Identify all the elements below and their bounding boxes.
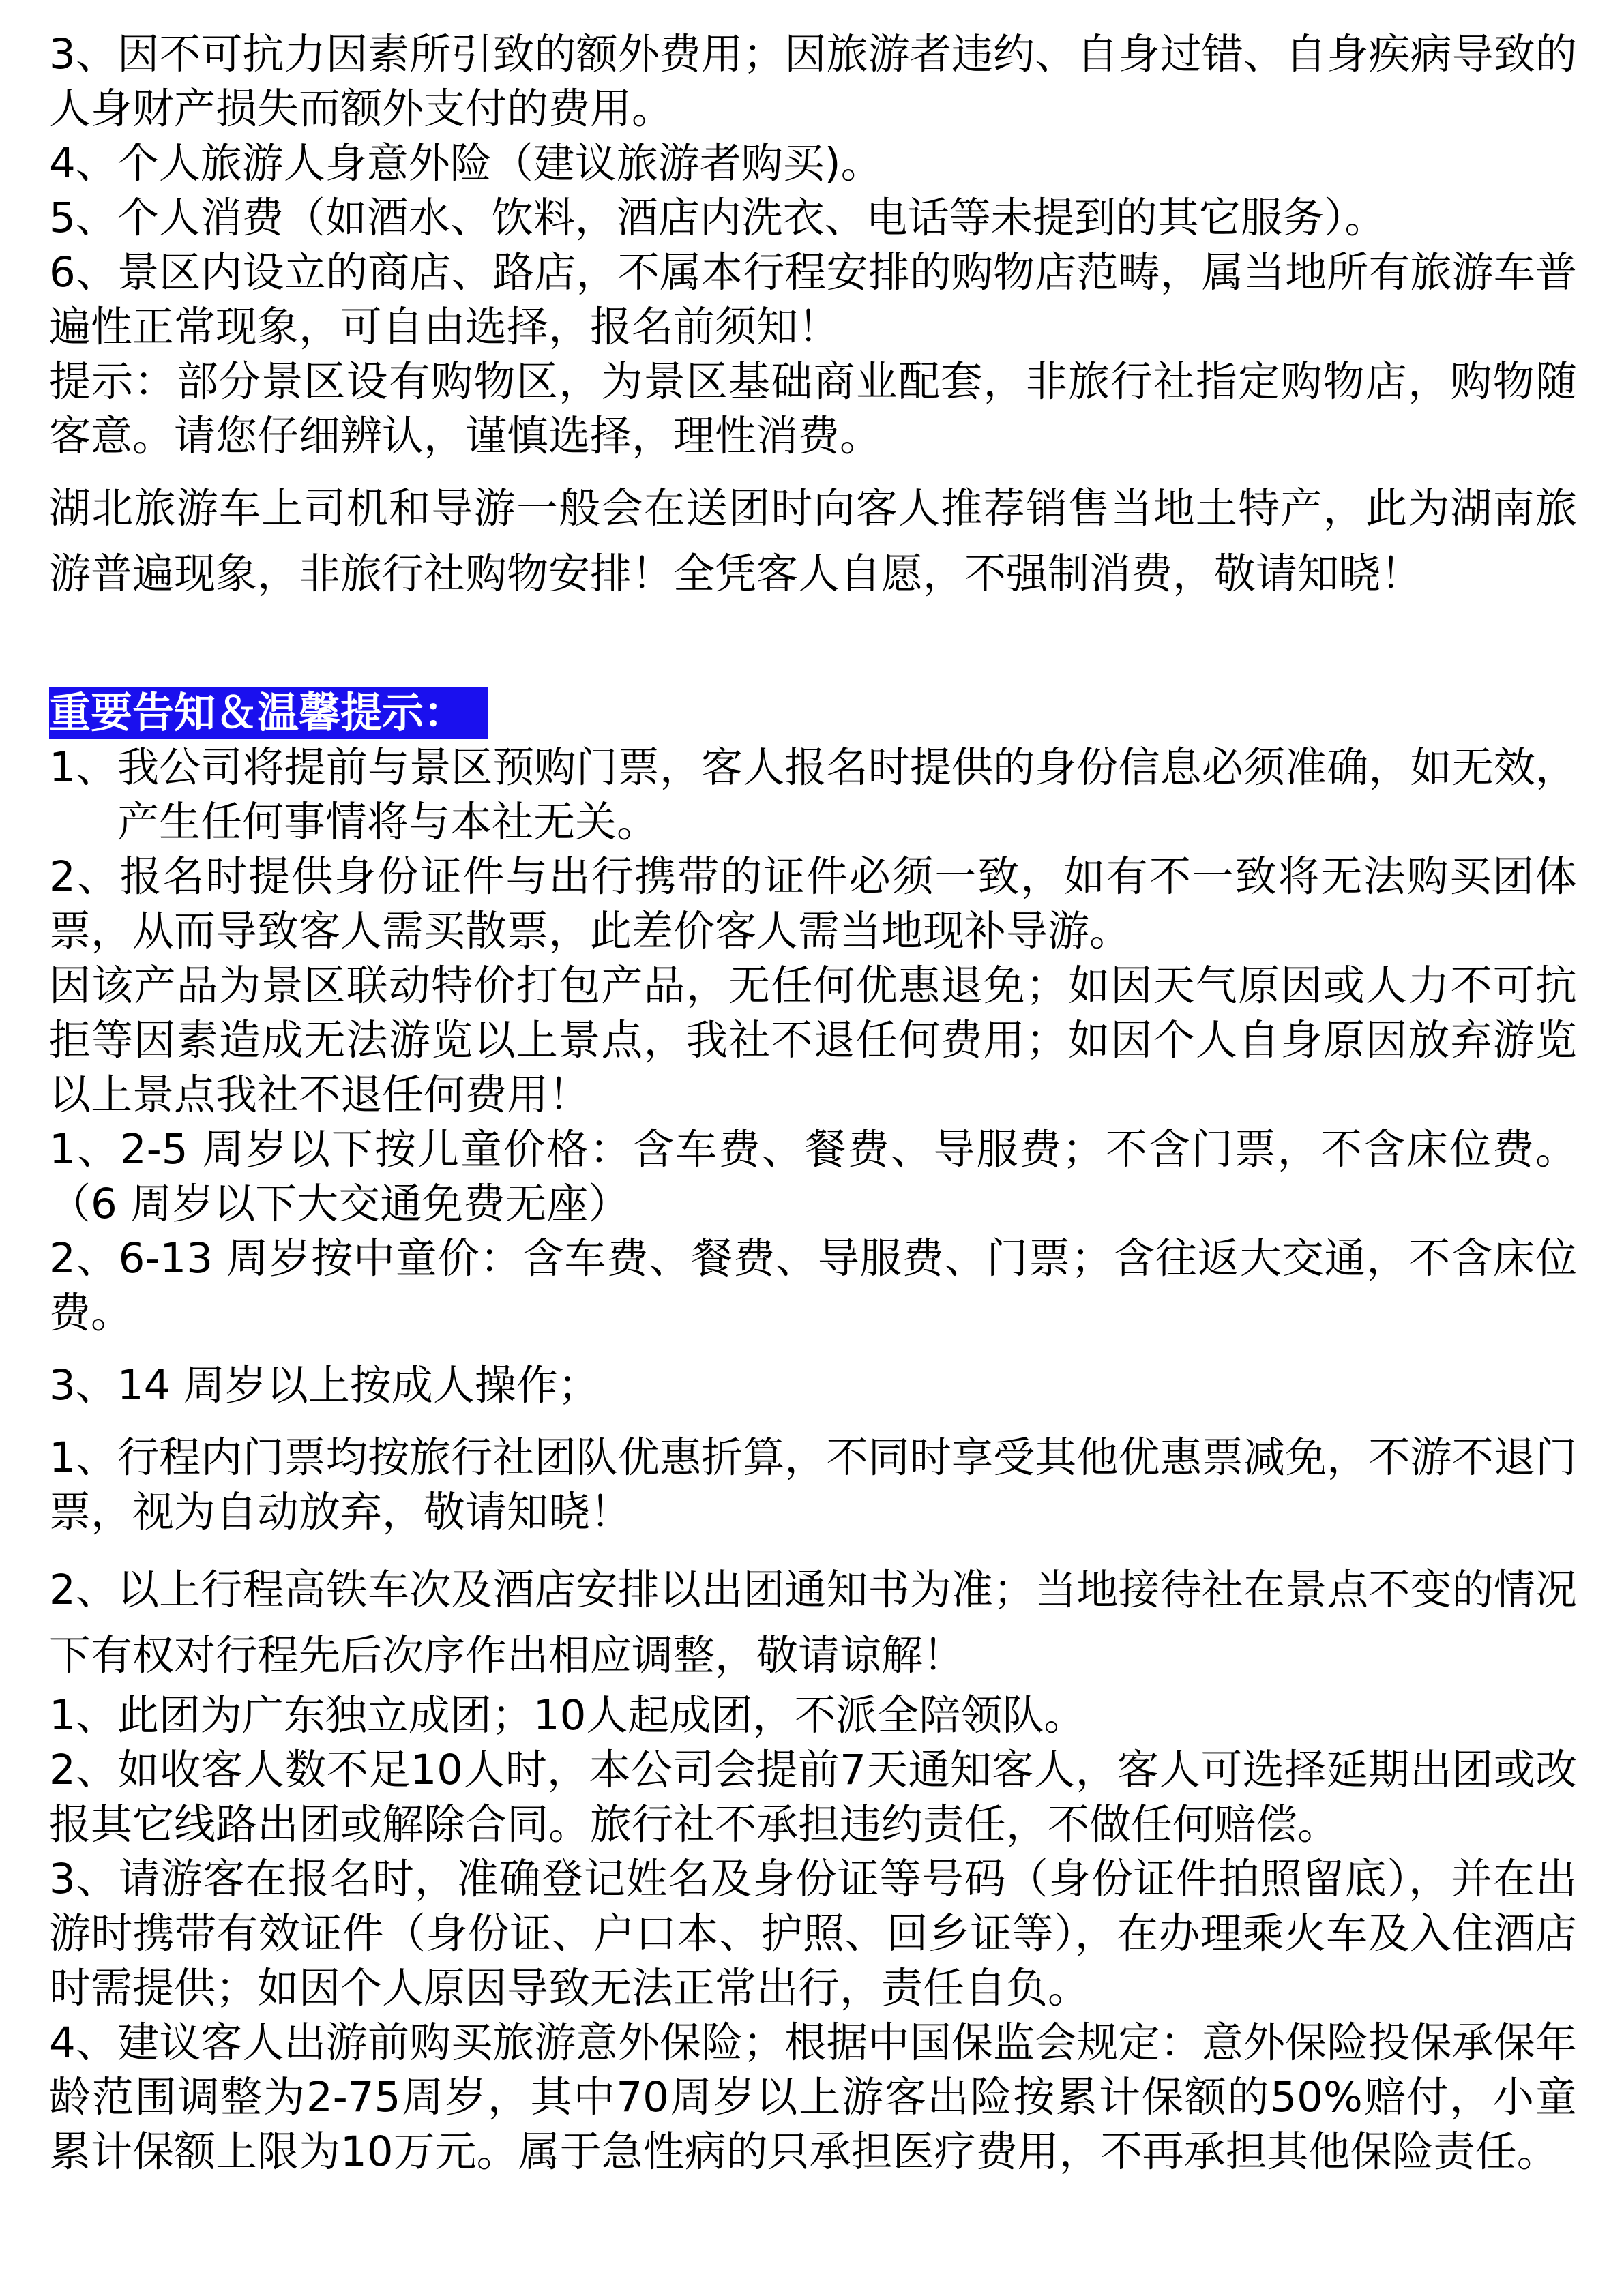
ticket-notice-1: 1、我公司将提前与景区预购门票，客人报名时提供的身份信息必须准确，如无效，产生任何事情将与本社无关。 — [49, 743, 1577, 846]
document-page — [49, 27, 1577, 2179]
itinerary-note-2: 2、以上行程高铁车次及酒店安排以出团通知书为准；当地接待社在景点不变的情况下有权对行程先后次序作出相应调整，敬请谅解！ — [49, 1566, 1577, 1680]
fee-exclusion-item-4: 4、个人旅游人身意外险（建议旅游者购买)。 — [49, 139, 883, 188]
child-policy-3: 3、14 周岁以上按成人操作； — [49, 1361, 600, 1410]
fee-exclusion-item-6: 6、景区内设立的商店、路店，不属本行程安排的购物店范畴，属当地所有旅游车普遍性正常现象，可自由选择，报名前须知！ — [49, 248, 1577, 351]
shopping-tip: 提示：部分景区设有购物区，为景区基础商业配套，非旅行社指定购物店，购物随客意。请您仔细辨认，谨慎选择，理性消费。 — [49, 357, 1577, 460]
fee-exclusion-item-3: 3、因不可抗力因素所引致的额外费用；因旅游者违约、自身过错、自身疾病导致的人身财产损失而额外支付的费用。 — [49, 30, 1577, 133]
package-note: 因该产品为景区联动特价打包产品，无任何优惠退免；如因天气原因或人力不可抗拒等因素造成无法游览以上景点，我社不退任何费用；如因个人自身原因放弃游览以上景点我社不退任何费用！ — [49, 961, 1577, 1119]
group-note-3: 3、请游客在报名时，准确登记姓名及身份证等号码（身份证件拍照留底），并在出游时携带有效证件（身份证、户口本、护照、回乡证等），在办理乘火车及入住酒店时需提供；如因个人原因导致无法正常出行，责任自负。 — [49, 1855, 1577, 2012]
itinerary-note-1: 1、行程内门票均按旅行社团队优惠折算，不同时享受其他优惠票减免，不游不退门票，视为自动放弃，敬请知晓！ — [49, 1433, 1577, 1536]
group-note-4: 4、建议客人出游前购买旅游意外保险；根据中国保监会规定：意外保险投保承保年龄范围调整为2-75周岁，其中70周岁以上游客出险按累计保额的50%赔付，小童累计保额上限为10万元。属于急性病的只承担医疗费用，不再承担其他保险责任。 — [49, 2018, 1577, 2176]
notice-heading: 重要告知＆温馨提示： — [49, 687, 488, 739]
child-policy-2: 2、6-13 周岁按中童价：含车费、餐费、导服费、门票；含往返大交通，不含床位费。 — [49, 1234, 1577, 1337]
group-note-1: 1、此团为广东独立成团；10人起成团，不派全陪领队。 — [49, 1691, 1086, 1740]
notice-heading-row — [49, 686, 1577, 741]
fee-exclusion-item-5: 5、个人消费（如酒水、饮料，酒店内洗衣、电话等未提到的其它服务）。 — [49, 194, 1387, 242]
child-policy-1: 1、2-5 周岁以下按儿童价格：含车费、餐费、导服费；不含门票，不含床位费。（6 周岁以下大交通免费无座） — [49, 1125, 1577, 1228]
hubei-shopping-note: 湖北旅游车上司机和导游一般会在送团时向客人推荐销售当地土特产，此为湖南旅游普遍现象，非旅行社购物安排！全凭客人自愿，不强制消费，敬请知晓！ — [49, 484, 1577, 598]
ticket-notice-2: 2、报名时提供身份证件与出行携带的证件必须一致，如有不一致将无法购买团体票，从而导致客人需买散票，此差价客人需当地现补导游。 — [49, 852, 1577, 955]
group-note-2: 2、如收客人数不足10人时，本公司会提前7天通知客人，客人可选择延期出团或改报其它线路出团或解除合同。旅行社不承担违约责任，不做任何赔偿。 — [49, 1746, 1577, 1849]
